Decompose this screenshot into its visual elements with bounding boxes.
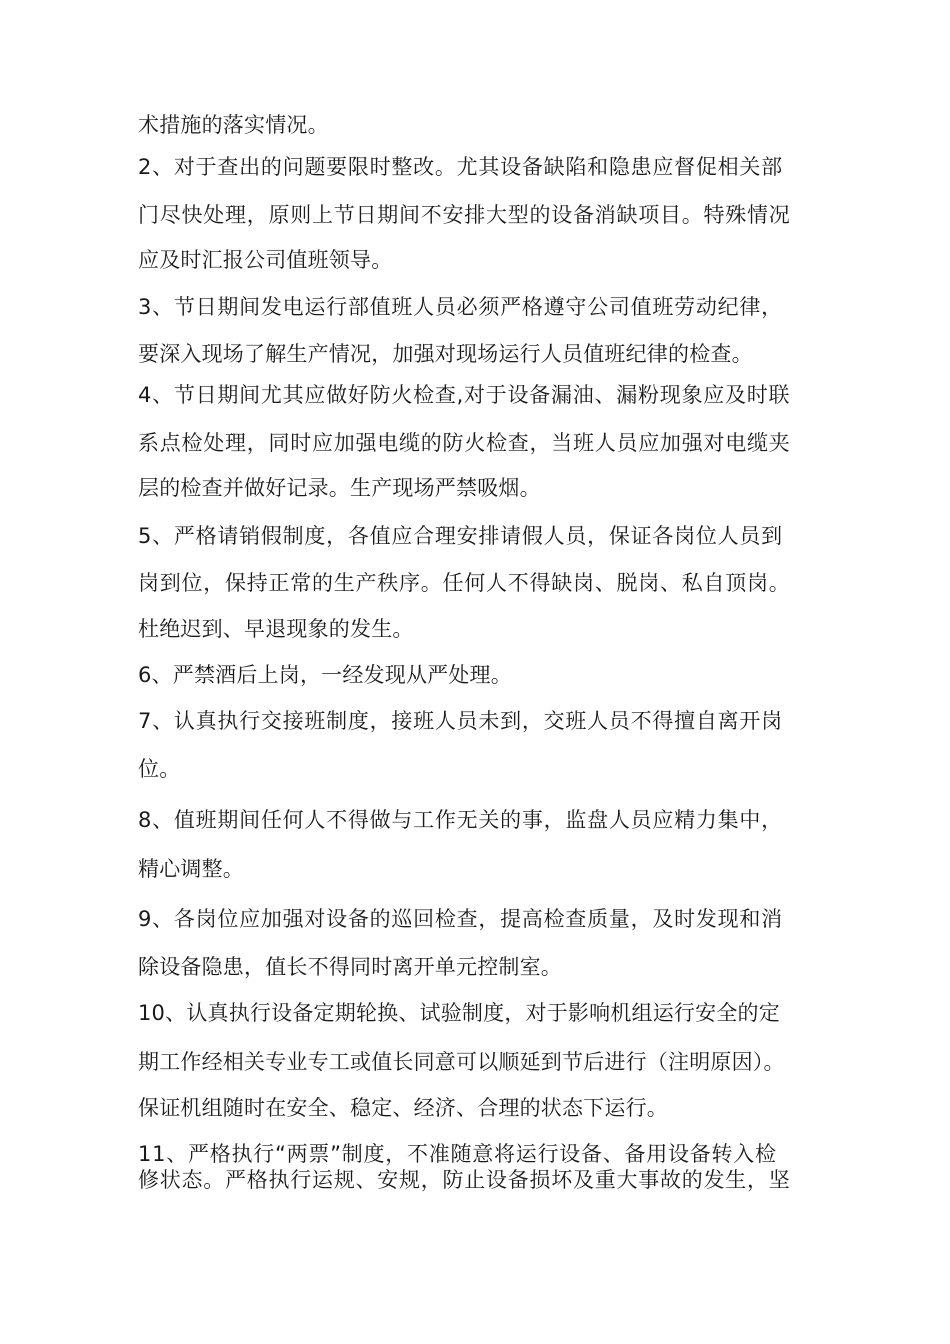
text-line: 门尽快处理，原则上节日期间不安排大型的设备消缺项目。特殊情况 [138, 203, 791, 227]
text-line: 3、节日期间发电运行部值班人员必须严格遵守公司值班劳动纪律， [138, 295, 783, 319]
text-line: 杜绝迟到、早退现象的发生。 [138, 617, 414, 641]
text-line: 应及时汇报公司值班领导。 [138, 248, 393, 272]
text-line: 7、认真执行交接班制度，接班人员未到，交班人员不得擅自离开岗 [138, 709, 783, 733]
text-line: 9、各岗位应加强对设备的巡回检查，提高检查质量，及时发现和消 [138, 907, 783, 931]
text-line: 系点检处理，同时应加强电缆的防火检查，当班人员应加强对电缆夹 [138, 431, 791, 455]
text-line: 岗到位，保持正常的生产秩序。任何人不得缺岗、脱岗、私自顶岗。 [138, 571, 791, 595]
text-line: 保证机组随时在安全、稳定、经济、合理的状态下运行。 [138, 1096, 668, 1120]
text-line: 10、认真执行设备定期轮换、试验制度，对于影响机组运行安全的定 [138, 1001, 780, 1025]
text-line: 11、严格执行“两票”制度，不准随意将运行设备、备用设备转入检 [138, 1142, 777, 1166]
text-line: 2、对于查出的问题要限时整改。尤其设备缺陷和隐患应督促相关部 [138, 155, 783, 179]
text-line: 术措施的落实情况。 [138, 113, 329, 137]
text-line: 精心调整。 [138, 857, 244, 881]
text-line: 位。 [138, 757, 181, 781]
text-line: 要深入现场了解生产情况，加强对现场运行人员值班纪律的检查。 [138, 342, 753, 366]
text-line: 4、节日期间尤其应做好防火检查,对于设备漏油、漏粉现象应及时联 [138, 383, 791, 407]
text-line: 8、值班期间任何人不得做与工作无关的事，监盘人员应精力集中， [138, 808, 783, 832]
text-line: 6、严禁酒后上岗，一经发现从严处理。 [138, 663, 512, 687]
text-line: 除设备隐患，值长不得同时离开单元控制室。 [138, 955, 562, 979]
text-line: 期工作经相关专业专工或值长同意可以顺延到节后进行（注明原因）。 [138, 1050, 785, 1074]
text-line: 层的检查并做好记录。生产现场严禁吸烟。 [138, 476, 541, 500]
text-line: 修状态。严格执行运规、安规，防止设备损坏及重大事故的发生，坚 [138, 1168, 791, 1192]
text-line: 5、严格请销假制度，各值应合理安排请假人员，保证各岗位人员到 [138, 524, 783, 548]
